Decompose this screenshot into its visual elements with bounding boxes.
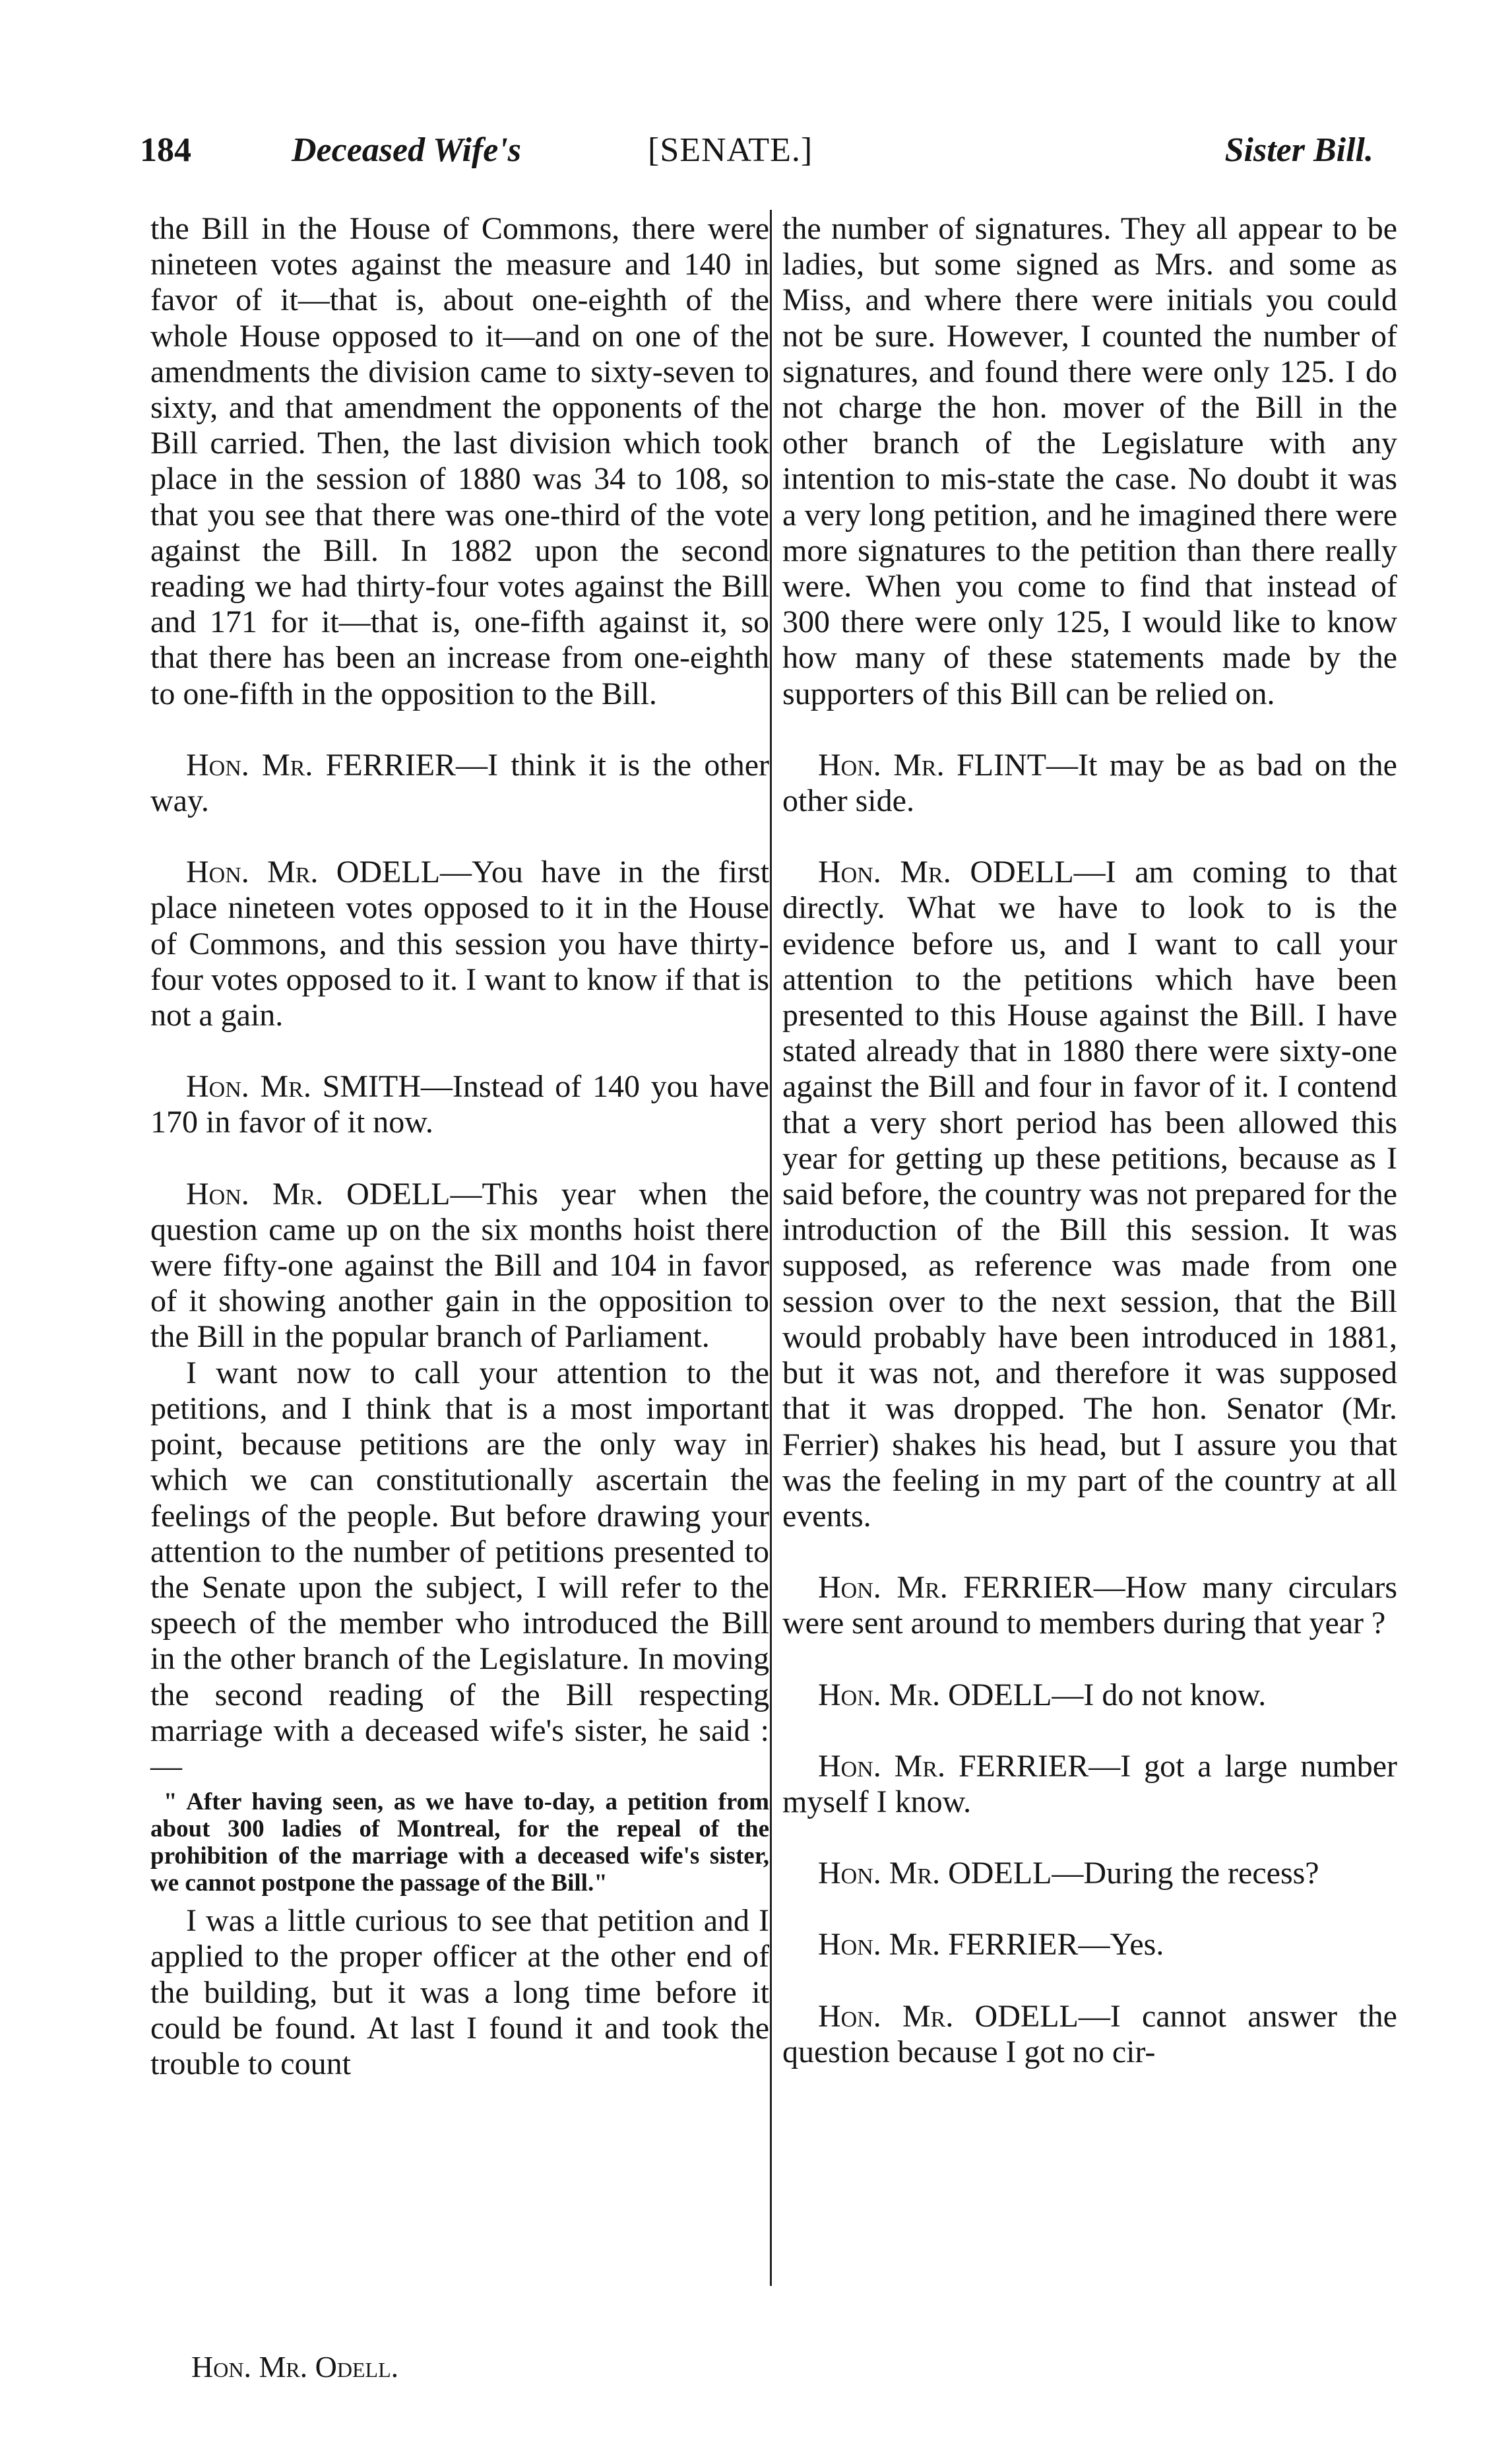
speech-paragraph <box>782 855 1397 1534</box>
speech-paragraph <box>782 1749 1397 1820</box>
page-number: 184 <box>140 131 191 169</box>
footer-catchword: Hon. Mr. Odell. <box>191 2350 399 2384</box>
speech-paragraph <box>782 748 1397 819</box>
speech-text: —I am coming to that directly. What we have to look to is the evidence before us, and I want to call your attention to the petitions which have been presented to this House against the Bill. I have stated already that in 1880 there were sixty-one against the Bill and four in favor of it. I contend that a very short period has been allowed this year for getting up these petitions, because as I said before, the country was not prepared for the introduction of the Bill this session. It was supposed, as reference was made from one session over to the next session, that the Bill would probably have been introduced in 1881, but it was not, and therefore it was supposed that it was dropped. The hon. Senator (Mr. Ferrier) shakes his head, but I assure you that was the feeling in my part of the country at all events. <box>782 855 1397 1534</box>
speech-paragraph <box>782 1570 1397 1641</box>
paragraph: I was a little curious to see that petition and I applied to the proper officer at the other end of the building, but it was a long time before it could be found. At last I found it and took the trouble to count <box>150 1903 769 2081</box>
speech-text: —How many circulars were sent around to members during that year ? <box>782 1570 1398 1641</box>
speaker-name: Hon. Mr. ODELL <box>818 1856 1052 1891</box>
speech-text: —During the recess? <box>1052 1856 1319 1891</box>
speech-paragraph <box>150 1177 769 1355</box>
header-left-title: Deceased Wife's <box>292 131 522 169</box>
column-divider <box>770 210 772 2286</box>
left-column <box>150 211 769 2082</box>
speaker-name: Hon. Mr. ODELL <box>818 1677 1052 1712</box>
right-column <box>782 211 1397 2070</box>
running-header <box>140 131 1373 183</box>
speech-text: —It may be as bad on the other side. <box>782 747 1397 819</box>
speaker-name: Hon. Mr. SMITH <box>186 1069 421 1105</box>
speaker-name: Hon. Mr. FERRIER <box>186 747 457 783</box>
speech-paragraph <box>150 1069 769 1140</box>
speech-text: —This year when the question came up on the six months hoist there were fifty-one against the Bill and 104 in favor of it showing another gain in the opposition to the Bill in the popular branch of Parliament. <box>150 1176 769 1355</box>
speech-text: —Instead of 140 you have 170 in favor of it now. <box>150 1069 769 1140</box>
speech-text: —Yes. <box>1078 1927 1164 1963</box>
paragraph: I want now to call your attention to the petitions, and I think that is a most important point, because petitions are the only way in which we can constitutionally ascertain the feelings of the people. But before drawing your attention to the number of petitions presented to the Senate upon the subject, I will refer to the speech of the member who introduced the Bill in the other branch of the Legislature. In moving the second reading of the Bill respecting marriage with a deceased wife's sister, he said :— <box>150 1355 769 1784</box>
speaker-name: Hon. Mr. FERRIER <box>818 1927 1079 1963</box>
speech-text: —I do not know. <box>1052 1677 1267 1712</box>
speaker-name: Hon. Mr. ODELL <box>818 855 1074 890</box>
speaker-name: Hon. Mr. ODELL <box>818 1998 1079 2034</box>
speaker-name: Hon. Mr. ODELL <box>186 855 441 890</box>
paragraph: the number of signatures. They all appear to be ladies, but some signed as Mrs. and some as Miss, and where there were initials you could not be sure. However, I counted the number of signatures, and found there were only 125. I do not charge the hon. mover of the Bill in the other branch of the Legislature with any intention to mis-state the case. No doubt it was a very long petition, and he imagined there were more signatures to the petition than there really were. When you come to find that instead of 300 there were only 125, I would like to know how many of these statements made by the supporters of this Bill can be relied on. <box>782 211 1397 711</box>
speech-text: —I cannot answer the question because I got no cir- <box>782 1998 1397 2069</box>
paragraph: the Bill in the House of Commons, there were nineteen votes against the measure and 140 in favor of it—that is, about one-eighth of the whole House opposed to it—and on one of the amendments the division came to sixty-seven to sixty, and that amendment the opponents of the Bill carried. Then, the last division which took place in the session of 1880 was 34 to 108, so that you see that there was one-third of the vote against the Bill. In 1882 upon the second reading we had thirty-four votes against the Bill and 171 for it—that is, one-fifth against it, so that there has been an increase from one-eighth to one-fifth in the opposition to the Bill. <box>150 211 769 711</box>
speech-paragraph <box>782 1927 1397 1963</box>
speech-paragraph <box>782 1999 1397 2070</box>
speech-paragraph <box>150 855 769 1033</box>
speech-paragraph <box>782 1677 1397 1713</box>
header-right-title: Sister Bill. <box>1224 131 1373 169</box>
speaker-name: Hon. Mr. FLINT <box>818 747 1047 783</box>
speech-text: —I think it is the other way. <box>150 747 770 819</box>
header-center-title: [SENATE.] <box>648 131 813 169</box>
speaker-name: Hon. Mr. FERRIER <box>818 1570 1094 1606</box>
speaker-name: Hon. Mr. ODELL <box>186 1176 451 1212</box>
speech-paragraph <box>150 748 769 819</box>
speech-text: —You have in the first place nineteen votes opposed to it in the House of Commons, and this session you have thirty-four votes opposed to it. I want to know if that is not a gain. <box>150 855 770 1033</box>
block-quote: " After having seen, as we have to-day, a petition from about 300 ladies of Montreal, for the repeal of the prohibition of the marriage with a deceased wife's sister, we cannot postpone the passage of the Bill." <box>150 1788 769 1897</box>
speaker-name: Hon. Mr. FERRIER <box>818 1748 1089 1784</box>
speech-text: —I got a large number myself I know. <box>782 1748 1398 1819</box>
speech-paragraph <box>782 1856 1397 1891</box>
